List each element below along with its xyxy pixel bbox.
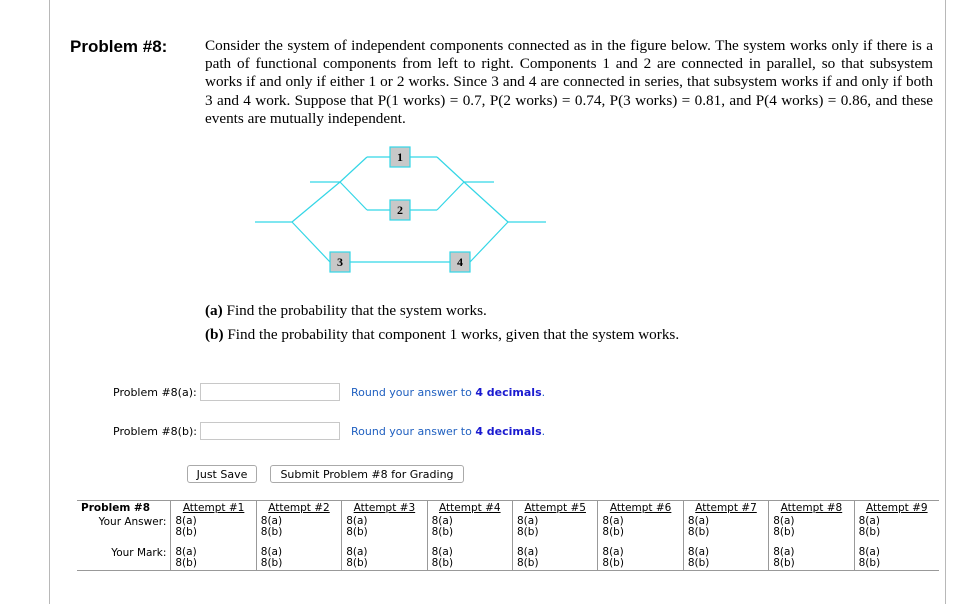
cell-a: 8(a) <box>687 546 710 558</box>
cell-a: 8(a) <box>602 546 624 558</box>
attempt-7-header[interactable]: Attempt #7 <box>683 501 768 516</box>
answer-a-label: Problem #8(a): <box>113 386 197 399</box>
cell-a: 8(a) <box>858 515 880 527</box>
table-cell <box>598 515 683 539</box>
your-answer-label: Your Answer: <box>98 516 167 528</box>
table-cell <box>171 539 256 571</box>
part-b-tag: (b) <box>205 326 224 343</box>
attempt-1-header[interactable]: Attempt #1 <box>171 501 256 516</box>
cell-a: 8(a) <box>517 546 539 558</box>
table-cell <box>683 539 768 571</box>
problem-statement: Consider the system of independent components connected as in the figure below. The system works only if there is a path of functional components from left to right. Components 1 and 2 are connected in parallel, so that subsystem works if and only if either 1 or 2 works. Since 3 and 4 are connected in series, that subsystem works if and only if both 3 and 4 work. Suppose that P(1 works) = 0.7, P(2 works) = 0.74, P(3 works) = 0.81, and P(4 works) = 0.86, and these events are mutually independent. <box>205 37 933 127</box>
table-cell <box>342 515 427 539</box>
attempt-3-header[interactable]: Attempt #3 <box>342 501 427 516</box>
submit-grading-button[interactable]: Submit Problem #8 for Grading <box>270 465 464 483</box>
cell-a: 8(a) <box>773 546 795 558</box>
cell-b: 8(b) <box>431 557 454 569</box>
history-row-header: Problem #8 <box>81 502 151 514</box>
hint-bold: 4 decimals <box>475 386 542 399</box>
table-cell <box>769 539 854 571</box>
answer-a-hint <box>351 386 545 399</box>
table-cell <box>598 539 683 571</box>
table-cell <box>427 539 512 571</box>
table-cell <box>171 515 256 539</box>
hint-suffix: . <box>541 386 546 399</box>
answer-b-input[interactable] <box>200 422 340 440</box>
cell-b: 8(b) <box>346 557 368 569</box>
cell-b: 8(b) <box>175 526 197 538</box>
attempt-2-header[interactable]: Attempt #2 <box>256 501 341 516</box>
cell-a: 8(a) <box>687 515 710 527</box>
attempt-9-header[interactable]: Attempt #9 <box>854 501 939 516</box>
cell-a: 8(a) <box>858 546 880 558</box>
cell-b: 8(b) <box>517 526 539 538</box>
component-2-label: 2 <box>397 203 403 217</box>
cell-a: 8(a) <box>260 546 283 558</box>
cell-b: 8(b) <box>858 526 881 538</box>
attempt-history-table <box>77 500 939 571</box>
just-save-button[interactable]: Just Save <box>187 465 257 483</box>
part-b-text: Find the probability that component 1 works, given that the system works. <box>227 326 680 343</box>
table-cell <box>513 539 598 571</box>
component-3-label: 3 <box>337 255 343 269</box>
attempt-6-header[interactable]: Attempt #6 <box>598 501 683 516</box>
cell-a: 8(a) <box>773 515 795 527</box>
cell-a: 8(a) <box>517 515 539 527</box>
cell-b: 8(b) <box>431 526 454 538</box>
component-1 <box>390 147 410 167</box>
cell-a: 8(a) <box>431 546 453 558</box>
cell-b: 8(b) <box>260 557 283 569</box>
table-cell <box>427 515 512 539</box>
component-1-label: 1 <box>397 150 403 164</box>
component-4 <box>450 252 470 272</box>
cell-b: 8(b) <box>687 557 710 569</box>
component-3 <box>330 252 350 272</box>
cell-a: 8(a) <box>260 515 283 527</box>
attempt-8-header[interactable]: Attempt #8 <box>769 501 854 516</box>
system-diagram <box>250 140 550 275</box>
cell-b: 8(b) <box>773 557 795 569</box>
your-answer-row <box>77 515 939 539</box>
table-cell <box>256 515 341 539</box>
table-cell <box>854 539 939 571</box>
table-cell <box>854 515 939 539</box>
hint-prefix: Round your answer to <box>351 425 476 438</box>
cell-a: 8(a) <box>175 515 197 527</box>
problem-title: Problem #8: <box>70 37 168 56</box>
page-frame-left <box>49 0 50 604</box>
attempt-5-header[interactable]: Attempt #5 <box>513 501 598 516</box>
cell-a: 8(a) <box>602 515 624 527</box>
answer-b-hint <box>351 425 545 438</box>
attempt-4-header[interactable]: Attempt #4 <box>427 501 512 516</box>
part-a-text: Find the probability that the system works. <box>226 302 487 319</box>
cell-b: 8(b) <box>773 526 795 538</box>
hint-suffix: . <box>541 425 546 438</box>
table-cell <box>769 515 854 539</box>
cell-a: 8(a) <box>431 515 453 527</box>
answer-b-label: Problem #8(b): <box>113 425 197 438</box>
part-a-tag: (a) <box>205 302 223 319</box>
table-cell <box>342 539 427 571</box>
hint-prefix: Round your answer to <box>351 386 476 399</box>
part-a-question <box>205 302 487 320</box>
your-mark-row <box>77 539 939 571</box>
cell-b: 8(b) <box>687 526 710 538</box>
part-b-question <box>205 326 679 344</box>
hint-bold: 4 decimals <box>475 425 542 438</box>
page-frame-right <box>945 0 946 604</box>
cell-a: 8(a) <box>175 546 197 558</box>
cell-b: 8(b) <box>602 557 624 569</box>
your-mark-label: Your Mark: <box>111 547 167 559</box>
table-cell <box>256 539 341 571</box>
table-cell <box>513 515 598 539</box>
cell-b: 8(b) <box>346 526 368 538</box>
cell-b: 8(b) <box>602 526 624 538</box>
answer-a-input[interactable] <box>200 383 340 401</box>
cell-b: 8(b) <box>517 557 539 569</box>
cell-b: 8(b) <box>260 526 283 538</box>
component-4-label: 4 <box>457 255 463 269</box>
cell-a: 8(a) <box>346 515 368 527</box>
cell-b: 8(b) <box>858 557 881 569</box>
cell-a: 8(a) <box>346 546 368 558</box>
cell-b: 8(b) <box>175 557 197 569</box>
component-2 <box>390 200 410 220</box>
table-cell <box>683 515 768 539</box>
